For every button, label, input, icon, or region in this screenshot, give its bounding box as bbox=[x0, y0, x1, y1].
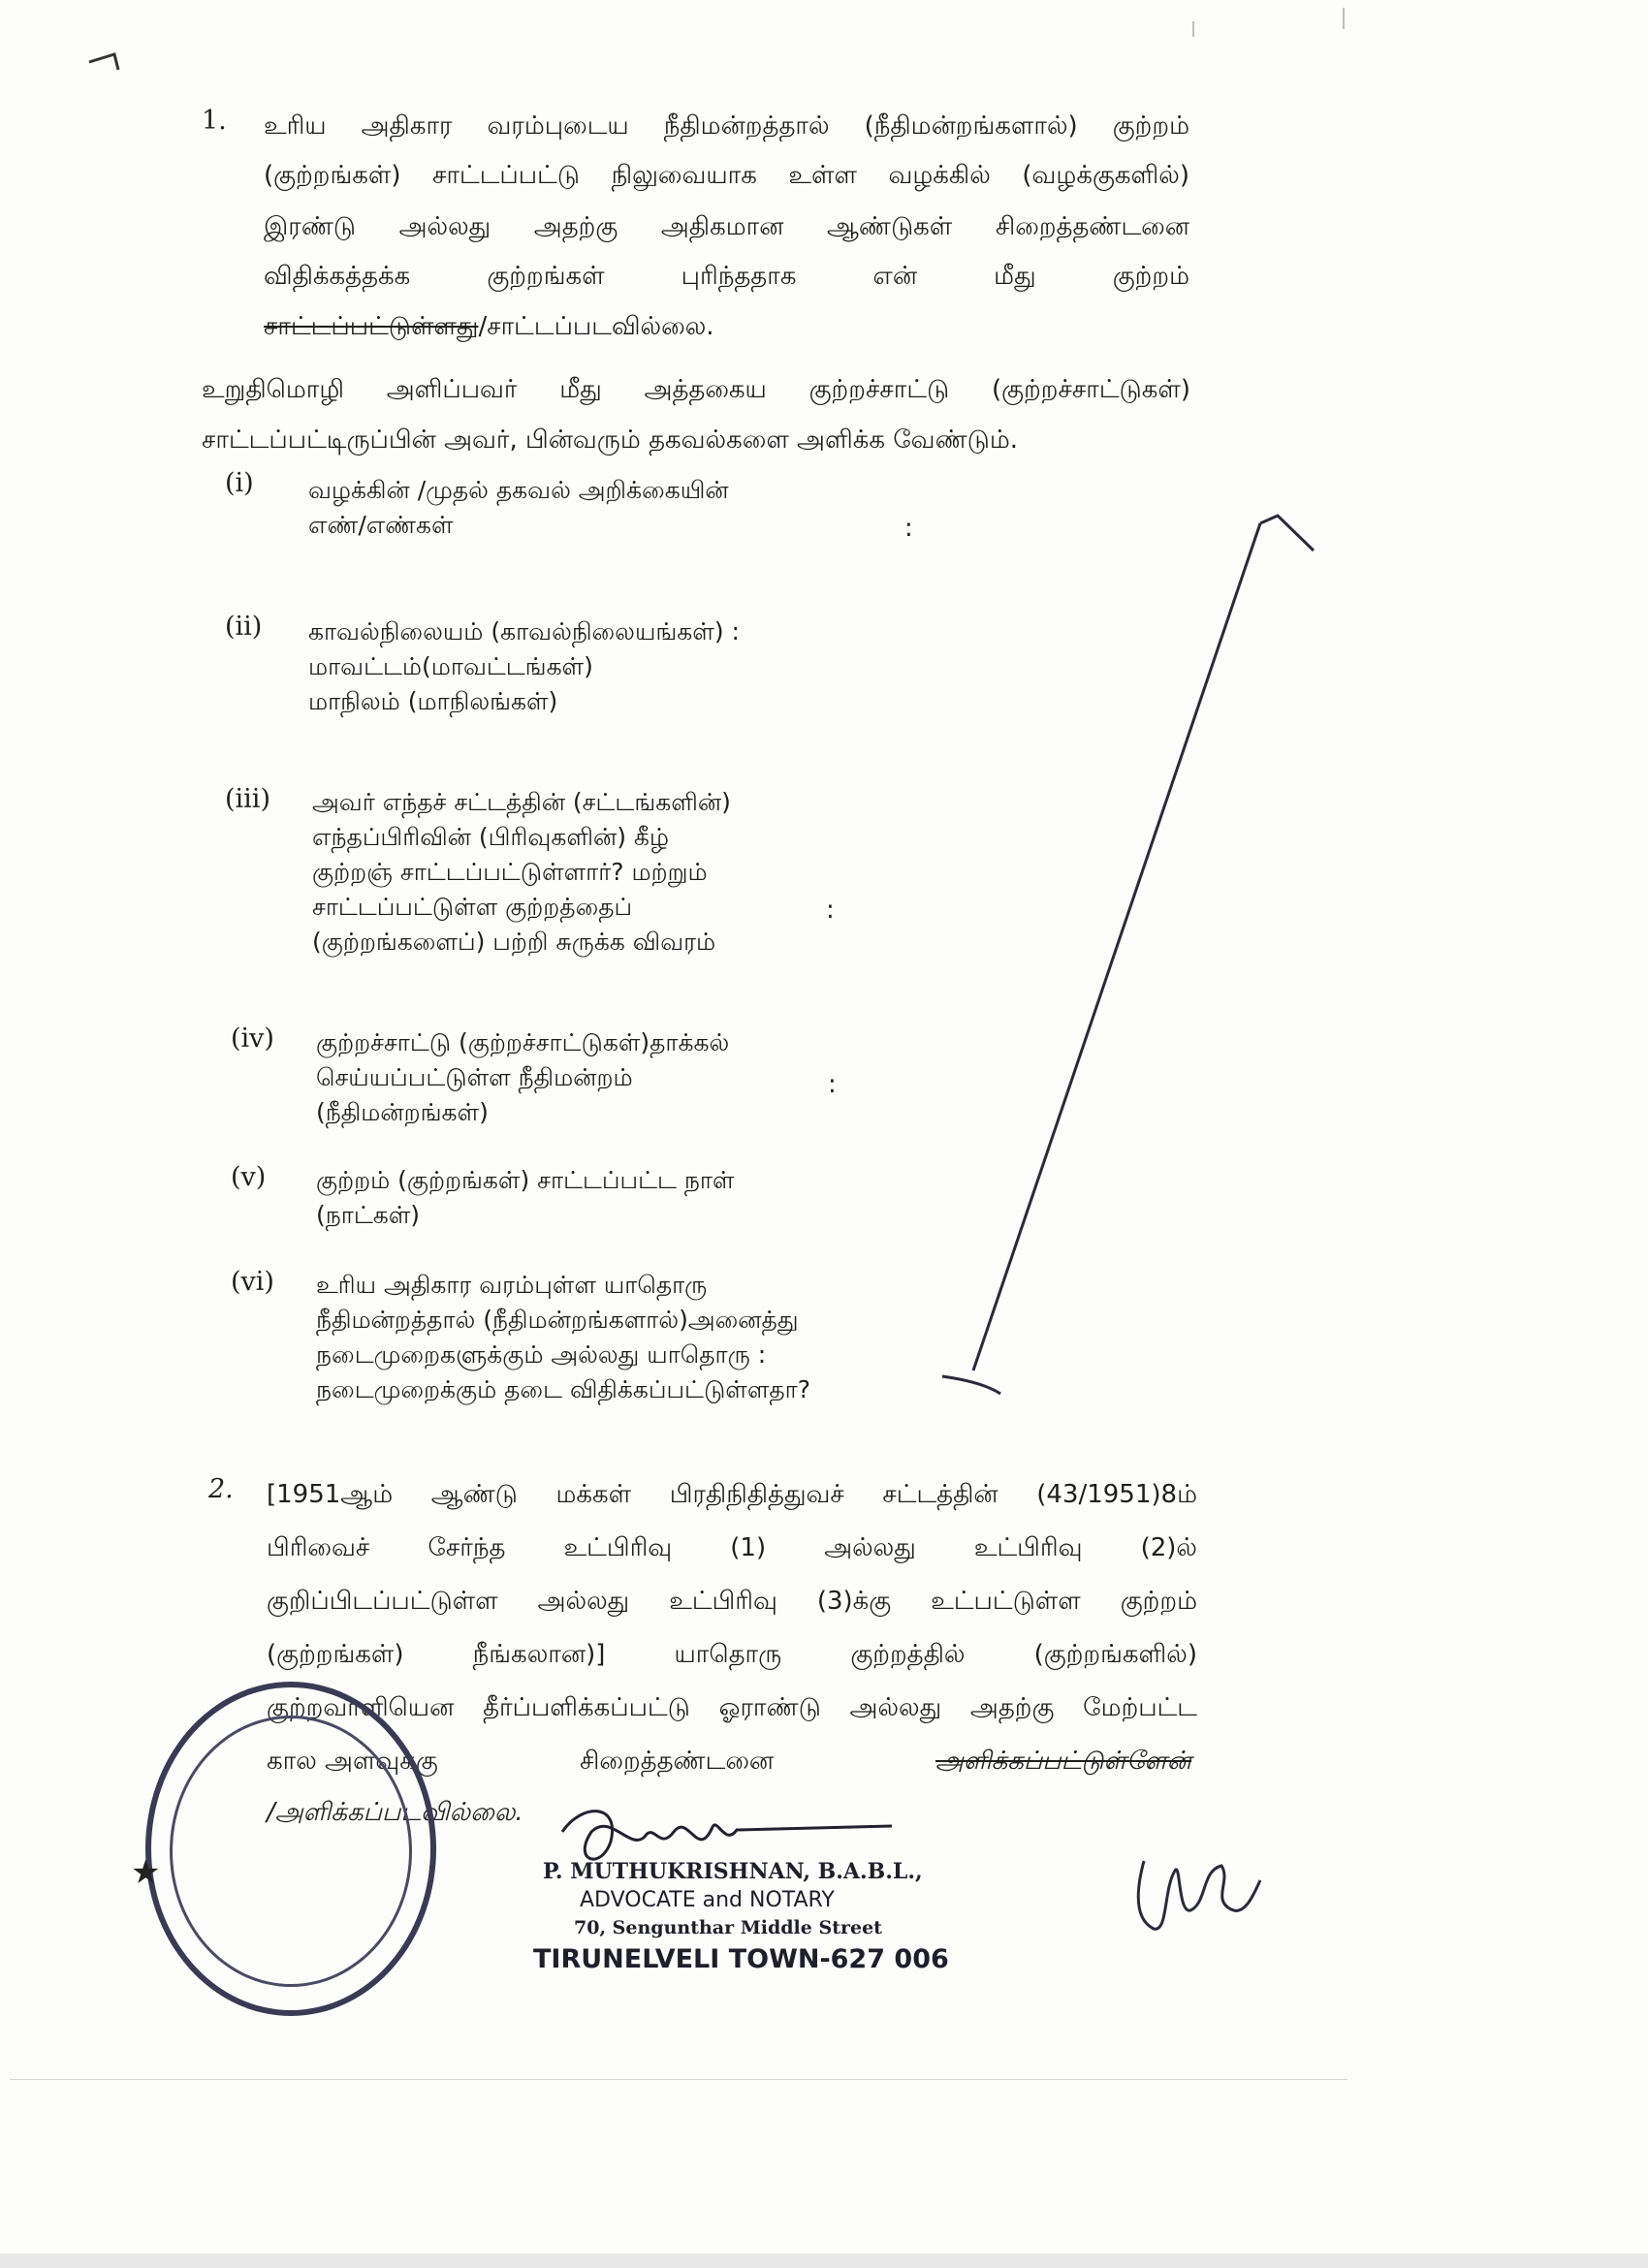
item-line: செய்யப்பட்டுள்ள நீதிமன்றம் bbox=[316, 1063, 633, 1091]
para2-line: குறிப்பிடப்பட்டுள்ள அல்லது உட்பிரிவு (3)க்கு உட்பட்டுள்ள குற்றம் bbox=[267, 1587, 1197, 1616]
item-text bbox=[316, 1163, 734, 1233]
item-line: குற்றம் (குற்றங்கள்) சாட்டப்பட்ட நாள் bbox=[316, 1166, 735, 1194]
item-number: (vi) bbox=[231, 1267, 274, 1297]
para1-last-rest: /சாட்டப்படவில்லை. bbox=[478, 312, 714, 341]
para2-line: பிரிவைச் சேர்ந்த உட்பிரிவு (1) அல்லது உட்பிரிவு (2)ல் bbox=[267, 1533, 1197, 1562]
struck-text: சாட்டப்பட்டுள்ளது bbox=[264, 312, 479, 341]
item-line: மாவட்டம்(மாவட்டங்கள்) bbox=[308, 652, 593, 680]
item-line: நீதிமன்றத்தால் (நீதிமன்றங்களால்)அனைத்து bbox=[316, 1306, 799, 1334]
item-number: (iv) bbox=[231, 1024, 274, 1054]
item-line: குற்றச்சாட்டு (குற்றச்சாட்டுகள்)தாக்கல் bbox=[316, 1028, 730, 1056]
deponent-signature bbox=[1125, 1832, 1270, 1948]
para2-line6-a: கால அளவுக்கு bbox=[267, 1747, 438, 1776]
para1-line: உரிய அதிகார வரம்புடைய நீதிமன்றத்தால் (நீதிமன்றங்களால்) குற்றம் bbox=[264, 111, 1189, 141]
item-line: காவல்நிலையம் (காவல்நிலையங்கள்) : bbox=[308, 617, 740, 646]
para1-line: விதிக்கத்தக்க குற்றங்கள் புரிந்ததாக என் மீது குற்றம் bbox=[264, 262, 1189, 291]
scan-line bbox=[10, 2079, 1347, 2080]
item-line: நடைமுறைக்கும் தடை விதிக்கப்பட்டுள்ளதா? bbox=[316, 1375, 810, 1403]
diagonal-strike-line bbox=[931, 504, 1318, 1405]
para2-line: குற்றவாளியென தீர்ப்பளிக்கப்பட்டு ஓராண்டு அல்லது அதற்கு மேற்பட்ட bbox=[267, 1693, 1197, 1722]
notary-seal-inner-ring bbox=[170, 1716, 412, 1987]
para2-line: (குற்றங்கள்) நீங்கலான)] யாதொரு குற்றத்தில் (குற்றங்களில்) bbox=[267, 1640, 1197, 1669]
item-line: எந்தப்பிரிவின் (பிரிவுகளின்) கீழ் bbox=[312, 823, 670, 851]
item-number: (ii) bbox=[225, 612, 263, 642]
item-line: மாநிலம் (மாநிலங்கள்) bbox=[308, 687, 558, 715]
item-line: குற்றஞ் சாட்டப்பட்டுள்ளார்? மற்றும் bbox=[312, 858, 708, 886]
item-number: (iii) bbox=[225, 784, 270, 814]
item-line: வழக்கின் /முதல் தகவல் அறிக்கையின் bbox=[308, 476, 729, 504]
item-colon: : bbox=[828, 1070, 837, 1099]
para2-line6-b: சிறைத்தண்டனை bbox=[580, 1747, 775, 1776]
item-number: (v) bbox=[231, 1162, 267, 1192]
item-line: அவர் எந்தச் சட்டத்தின் (சட்டங்களின்) bbox=[312, 788, 731, 816]
item-colon: : bbox=[826, 896, 835, 925]
item-text bbox=[316, 1268, 810, 1407]
item-line: (குற்றங்களைப்) பற்றி சுருக்க விவரம் bbox=[312, 928, 716, 956]
item-text bbox=[308, 473, 729, 543]
para2-line: [1951ஆம் ஆண்டு மக்கள் பிரதிநிதித்துவச் சட்டத்தின் (43/1951)8ம் bbox=[267, 1480, 1197, 1509]
scan-mark bbox=[1192, 21, 1194, 37]
star-icon: ★ bbox=[131, 1853, 161, 1892]
scan-mark bbox=[1343, 8, 1345, 29]
item-line: (நாட்கள்) bbox=[316, 1201, 421, 1229]
para1-number: 1. bbox=[202, 106, 227, 136]
para1-line: (குற்றங்கள்) சாட்டப்பட்டு நிலுவையாக உள்ள வழக்கில் (வழக்குகளில்) bbox=[264, 161, 1189, 190]
para2-line7: /அளிக்கப்படவில்லை. bbox=[267, 1798, 523, 1827]
corner-tick-icon bbox=[85, 41, 124, 79]
scan-edge bbox=[0, 2253, 1648, 2268]
item-colon: : bbox=[904, 514, 913, 543]
item-text bbox=[316, 1025, 729, 1130]
intro-line: உறுதிமொழி அளிப்பவர் மீது அத்தகைய குற்றச்சாட்டு (குற்றச்சாட்டுகள்) bbox=[202, 375, 1190, 404]
notary-city: TIRUNELVELI TOWN-627 006 bbox=[533, 1944, 949, 1974]
para1-last-line bbox=[264, 310, 714, 343]
struck-text: அளிக்கப்பட்டுள்ளேன் bbox=[935, 1747, 1192, 1776]
para2-number: 2. bbox=[208, 1474, 234, 1504]
item-text bbox=[312, 785, 731, 960]
item-line: நடைமுறைகளுக்கும் அல்லது யாதொரு : bbox=[316, 1340, 767, 1369]
item-line: சாட்டப்பட்டுள்ள குற்றத்தைப் bbox=[312, 893, 633, 921]
item-line: (நீதிமன்றங்கள்) bbox=[316, 1098, 489, 1126]
item-text bbox=[308, 614, 740, 719]
notary-title: ADVOCATE and NOTARY bbox=[580, 1888, 835, 1912]
para1-line: இரண்டு அல்லது அதற்கு அதிகமான ஆண்டுகள் சிறைத்தண்டனை bbox=[264, 212, 1189, 241]
item-line: உரிய அதிகார வரம்புள்ள யாதொரு bbox=[316, 1271, 708, 1299]
notary-address: 70, Sengunthar Middle Street bbox=[574, 1917, 882, 1938]
item-number: (i) bbox=[225, 468, 254, 498]
notary-name: P. MUTHUKRISHNAN, B.A.B.L., bbox=[543, 1859, 923, 1884]
item-line: எண்/எண்கள் bbox=[308, 511, 454, 539]
intro-line: சாட்டப்பட்டிருப்பின் அவர், பின்வரும் தகவல்களை அளிக்க வேண்டும். bbox=[202, 425, 1019, 455]
